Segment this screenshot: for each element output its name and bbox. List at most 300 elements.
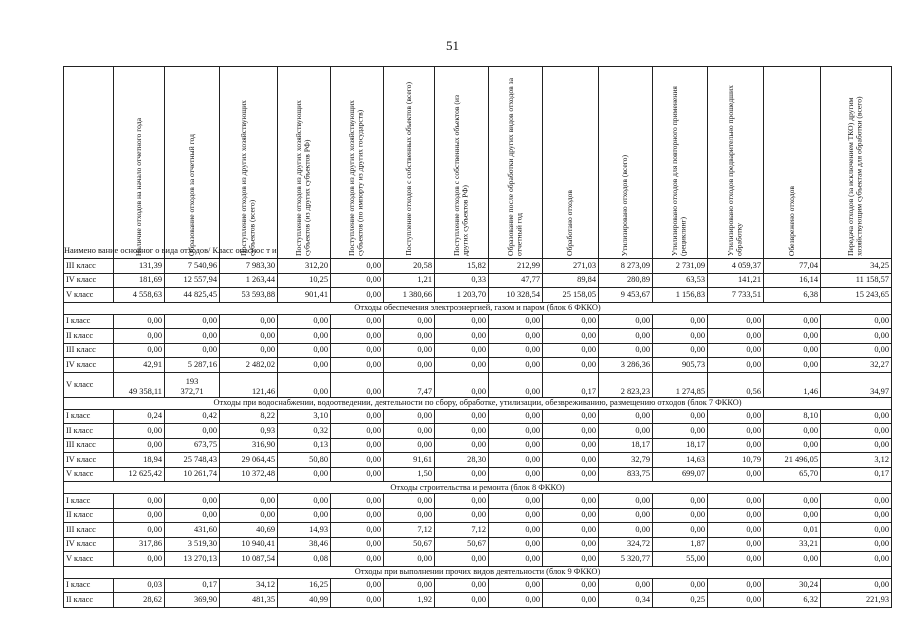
value-cell: 0,00 <box>435 593 489 608</box>
value-cell: 0,00 <box>331 273 384 288</box>
value-cell: 0,00 <box>821 508 892 523</box>
hazard-class-cell: II класс <box>64 424 114 439</box>
value-cell: 0,00 <box>165 494 220 509</box>
value-cell: 0,00 <box>384 494 435 509</box>
value-cell: 0,00 <box>821 523 892 538</box>
section-title: Отходы при водоснабжении, водоотведении, деятельности по сбору, обработке, утилизации, обезвреживанию, размещению отходов (блок 7 ФККО) <box>64 397 892 409</box>
value-cell: 0,17 <box>165 578 220 593</box>
value-cell: 0,00 <box>653 578 708 593</box>
section-row <box>64 566 892 578</box>
value-cell: 28,62 <box>114 593 165 608</box>
value-cell: 121,46 <box>220 372 278 397</box>
column-header <box>708 67 764 259</box>
hazard-class-cell: II класс <box>64 329 114 344</box>
value-cell: 12 557,94 <box>165 273 220 288</box>
value-cell: 0,00 <box>331 467 384 482</box>
value-cell: 0,03 <box>114 578 165 593</box>
value-cell: 15 243,65 <box>821 288 892 303</box>
value-cell: 0,00 <box>489 508 543 523</box>
value-cell: 0,00 <box>821 424 892 439</box>
column-header <box>764 67 821 259</box>
value-cell: 0,00 <box>543 537 599 552</box>
value-cell: 0,00 <box>331 288 384 303</box>
table-row <box>64 358 892 373</box>
section-row <box>64 397 892 409</box>
value-cell: 0,00 <box>331 593 384 608</box>
hazard-class-cell: V класс <box>64 552 114 567</box>
value-cell: 1,21 <box>384 273 435 288</box>
value-cell: 0,00 <box>384 578 435 593</box>
value-cell: 9 453,67 <box>599 288 653 303</box>
hazard-class-cell: V класс <box>64 467 114 482</box>
value-cell: 11 158,57 <box>821 273 892 288</box>
value-cell: 0,00 <box>489 343 543 358</box>
value-cell: 0,00 <box>384 438 435 453</box>
value-cell: 0,00 <box>435 552 489 567</box>
value-cell: 40,99 <box>278 593 331 608</box>
value-cell: 0,00 <box>708 508 764 523</box>
column-header-label: Поступление отходов с собственных объектов (всего) <box>403 82 413 256</box>
value-cell: 63,53 <box>653 273 708 288</box>
table-row <box>64 523 892 538</box>
column-header <box>435 67 489 259</box>
value-cell: 0,00 <box>599 578 653 593</box>
value-cell: 0,00 <box>165 314 220 329</box>
value-cell: 0,00 <box>278 343 331 358</box>
value-cell: 0,00 <box>653 424 708 439</box>
value-cell: 8 273,09 <box>599 259 653 274</box>
value-cell: 0,00 <box>543 329 599 344</box>
value-cell: 3 519,30 <box>165 537 220 552</box>
value-cell: 0,00 <box>543 552 599 567</box>
column-header <box>220 67 278 259</box>
value-cell: 0,00 <box>435 343 489 358</box>
value-cell: 0,93 <box>220 424 278 439</box>
value-cell: 0,00 <box>764 329 821 344</box>
value-cell: 0,00 <box>764 314 821 329</box>
value-cell: 0,00 <box>543 438 599 453</box>
value-cell: 0,00 <box>220 494 278 509</box>
value-cell: 0,00 <box>331 494 384 509</box>
value-cell: 49 358,11 <box>114 372 165 397</box>
value-cell: 1,50 <box>384 467 435 482</box>
value-cell: 1,46 <box>764 372 821 397</box>
hazard-class-cell: V класс <box>64 288 114 303</box>
value-cell: 0,00 <box>114 329 165 344</box>
value-cell: 0,00 <box>653 409 708 424</box>
value-cell: 0,32 <box>278 424 331 439</box>
value-cell: 10,25 <box>278 273 331 288</box>
value-cell: 901,41 <box>278 288 331 303</box>
value-cell: 8,10 <box>764 409 821 424</box>
table-row <box>64 409 892 424</box>
value-cell: 1 203,70 <box>435 288 489 303</box>
value-cell: 0,00 <box>708 358 764 373</box>
column-header <box>489 67 543 259</box>
hazard-class-cell: I класс <box>64 578 114 593</box>
value-cell: 0,17 <box>821 467 892 482</box>
value-cell: 0,00 <box>165 329 220 344</box>
value-part: 193 <box>185 376 199 386</box>
value-cell: 0,00 <box>653 343 708 358</box>
value-cell: 0,00 <box>543 523 599 538</box>
value-cell: 0,00 <box>435 438 489 453</box>
value-cell: 0,00 <box>384 358 435 373</box>
value-cell: 0,00 <box>599 494 653 509</box>
column-header <box>821 67 892 259</box>
value-cell: 0,00 <box>331 314 384 329</box>
value-cell: 131,39 <box>114 259 165 274</box>
value-cell: 10 372,48 <box>220 467 278 482</box>
value-cell: 25 158,05 <box>543 288 599 303</box>
value-cell: 0,00 <box>708 523 764 538</box>
value-cell: 13 270,13 <box>165 552 220 567</box>
table-body <box>64 259 892 608</box>
value-cell: 5 320,77 <box>599 552 653 567</box>
table-row <box>64 593 892 608</box>
value-cell: 0,00 <box>384 409 435 424</box>
value-cell: 40,69 <box>220 523 278 538</box>
column-header-label: Утилизировано отходов (всего) <box>620 154 630 256</box>
value-cell: 6,38 <box>764 288 821 303</box>
waste-table <box>63 66 892 608</box>
value-cell: 0,00 <box>764 494 821 509</box>
value-cell: 0,00 <box>331 523 384 538</box>
hazard-class-cell: I класс <box>64 409 114 424</box>
value-cell: 0,00 <box>278 467 331 482</box>
value-cell: 44 825,45 <box>165 288 220 303</box>
table-row <box>64 494 892 509</box>
column-header-label: Образование отходов за отчетный год <box>186 133 196 256</box>
value-cell: 34,12 <box>220 578 278 593</box>
value-part: 372,71 <box>180 386 204 396</box>
value-cell: 0,00 <box>543 453 599 468</box>
hazard-class-cell: I класс <box>64 314 114 329</box>
value-cell: 0,00 <box>489 552 543 567</box>
value-cell: 369,90 <box>165 593 220 608</box>
value-cell: 431,60 <box>165 523 220 538</box>
section-row <box>64 482 892 494</box>
value-cell: 3,12 <box>821 453 892 468</box>
value-cell: 0,00 <box>543 314 599 329</box>
value-cell: 16,25 <box>278 578 331 593</box>
value-cell: 0,00 <box>331 438 384 453</box>
value-cell: 0,17 <box>543 372 599 397</box>
value-cell: 0,00 <box>384 343 435 358</box>
value-cell: 0,00 <box>543 358 599 373</box>
value-cell: 3 286,36 <box>599 358 653 373</box>
value-cell: 77,04 <box>764 259 821 274</box>
value-cell: 55,00 <box>653 552 708 567</box>
column-header-label: Поступление отходов из других хозяйствующих субъектов (по импорту из других государств) <box>347 100 365 256</box>
value-cell: 271,03 <box>543 259 599 274</box>
value-cell: 34,25 <box>821 259 892 274</box>
value-cell: 0,56 <box>708 372 764 397</box>
value-cell: 4 059,37 <box>708 259 764 274</box>
value-cell: 0,00 <box>543 578 599 593</box>
value-cell: 25 748,43 <box>165 453 220 468</box>
value-cell: 0,00 <box>489 372 543 397</box>
value-cell: 4 558,63 <box>114 288 165 303</box>
value-cell: 0,00 <box>708 438 764 453</box>
value-cell: 12 625,42 <box>114 467 165 482</box>
value-cell: 0,00 <box>764 508 821 523</box>
value-cell: 0,42 <box>165 409 220 424</box>
value-cell: 89,84 <box>543 273 599 288</box>
hazard-class-cell: I класс <box>64 494 114 509</box>
hazard-class-cell: III класс <box>64 259 114 274</box>
value-cell: 14,63 <box>653 453 708 468</box>
value-cell: 0,00 <box>278 329 331 344</box>
section-title: Отходы при выполнении прочих видов деятельности (блок 9 ФККО) <box>64 566 892 578</box>
value-cell: 0,00 <box>220 343 278 358</box>
section-title: Отходы обеспечения электроэнергией, газом и паром (блок 6 ФККО) <box>64 302 892 314</box>
value-cell: 0,00 <box>489 523 543 538</box>
table-row <box>64 329 892 344</box>
column-header <box>114 67 165 259</box>
value-cell: 0,00 <box>708 593 764 608</box>
value-cell: 0,00 <box>384 314 435 329</box>
value-cell: 0,00 <box>653 329 708 344</box>
value-cell: 32,79 <box>599 453 653 468</box>
value-cell: 5 287,16 <box>165 358 220 373</box>
value-cell: 1 156,83 <box>653 288 708 303</box>
hazard-class-cell: IV класс <box>64 273 114 288</box>
value-cell: 0,08 <box>278 552 331 567</box>
value-cell: 29 064,45 <box>220 453 278 468</box>
value-cell: 0,00 <box>435 424 489 439</box>
value-cell: 28,30 <box>435 453 489 468</box>
value-cell: 7,12 <box>435 523 489 538</box>
value-cell: 10,79 <box>708 453 764 468</box>
value-cell: 0,00 <box>599 523 653 538</box>
value-cell: 0,00 <box>543 409 599 424</box>
value-cell: 7 733,51 <box>708 288 764 303</box>
value-cell: 0,00 <box>489 494 543 509</box>
value-cell: 316,90 <box>220 438 278 453</box>
value-cell: 2 823,23 <box>599 372 653 397</box>
value-cell: 0,00 <box>331 358 384 373</box>
value-cell: 0,00 <box>543 593 599 608</box>
value-cell: 0,00 <box>543 494 599 509</box>
value-cell: 0,00 <box>331 424 384 439</box>
table-row <box>64 424 892 439</box>
value-cell: 833,75 <box>599 467 653 482</box>
value-cell: 0,00 <box>599 508 653 523</box>
value-cell: 10 261,74 <box>165 467 220 482</box>
value-cell: 1,92 <box>384 593 435 608</box>
value-cell: 0,00 <box>435 329 489 344</box>
value-cell: 0,00 <box>708 314 764 329</box>
table-row <box>64 537 892 552</box>
value-cell: 0,00 <box>708 424 764 439</box>
value-cell: 65,70 <box>764 467 821 482</box>
value-cell: 0,00 <box>489 329 543 344</box>
column-header-label: Поступление отходов из других хозяйствующих субъектов (всего) <box>238 100 257 256</box>
value-cell: 10 087,54 <box>220 552 278 567</box>
value-cell: 0,00 <box>489 467 543 482</box>
value-cell: 53 593,88 <box>220 288 278 303</box>
value-cell: 212,99 <box>489 259 543 274</box>
value-cell: 0,00 <box>764 438 821 453</box>
value-cell: 0,00 <box>489 409 543 424</box>
value-cell: 50,67 <box>384 537 435 552</box>
table-row <box>64 467 892 482</box>
value-cell: 0,00 <box>708 329 764 344</box>
table-row <box>64 273 892 288</box>
value-cell: 0,24 <box>114 409 165 424</box>
hazard-class-cell: IV класс <box>64 358 114 373</box>
value-cell: 3,10 <box>278 409 331 424</box>
value-cell: 7,47 <box>384 372 435 397</box>
value-cell: 0,00 <box>489 578 543 593</box>
hazard-class-cell: II класс <box>64 593 114 608</box>
value-cell: 0,34 <box>599 593 653 608</box>
value-cell: 0,00 <box>114 552 165 567</box>
value-cell: 32,27 <box>821 358 892 373</box>
value-cell: 0,00 <box>599 409 653 424</box>
column-header-label: Образование после обработки других видов отходов за отчетный год <box>505 78 524 256</box>
value-cell: 0,00 <box>165 508 220 523</box>
value-cell: 0,00 <box>220 314 278 329</box>
value-cell: 481,35 <box>220 593 278 608</box>
value-cell: 10 328,54 <box>489 288 543 303</box>
value-cell <box>165 372 220 397</box>
value-cell: 0,00 <box>384 424 435 439</box>
value-cell: 0,00 <box>543 424 599 439</box>
value-cell: 0,00 <box>278 358 331 373</box>
value-cell: 0,00 <box>114 343 165 358</box>
value-cell: 0,00 <box>764 552 821 567</box>
value-cell: 1 274,85 <box>653 372 708 397</box>
value-cell: 0,00 <box>821 494 892 509</box>
table-row <box>64 343 892 358</box>
value-cell: 0,00 <box>331 259 384 274</box>
value-cell: 10 940,41 <box>220 537 278 552</box>
table-row <box>64 508 892 523</box>
value-cell: 0,00 <box>435 494 489 509</box>
value-cell: 0,00 <box>278 494 331 509</box>
table-row <box>64 259 892 274</box>
value-cell: 221,93 <box>821 593 892 608</box>
value-cell: 0,00 <box>114 494 165 509</box>
value-cell: 312,20 <box>278 259 331 274</box>
value-cell: 0,00 <box>708 494 764 509</box>
value-cell: 2 482,02 <box>220 358 278 373</box>
value-cell: 0,00 <box>220 508 278 523</box>
hazard-class-cell: III класс <box>64 523 114 538</box>
column-header-label: Утилизировано отходов предварительно прошедших обработку <box>725 85 744 256</box>
value-cell: 0,00 <box>708 578 764 593</box>
value-cell: 0,00 <box>114 523 165 538</box>
column-header-label: Обезврежено отходов <box>786 185 796 256</box>
first-column-header: Наимено вание основног о вида отходов/ Класс опаснос т и <box>64 67 114 259</box>
value-cell: 18,94 <box>114 453 165 468</box>
value-cell: 0,00 <box>384 508 435 523</box>
value-cell: 0,00 <box>331 409 384 424</box>
value-cell: 7 540,96 <box>165 259 220 274</box>
value-cell: 0,00 <box>764 424 821 439</box>
value-cell: 0,00 <box>821 438 892 453</box>
value-cell: 0,00 <box>165 424 220 439</box>
value-cell: 0,00 <box>384 552 435 567</box>
value-cell: 0,00 <box>331 537 384 552</box>
value-cell: 0,00 <box>653 494 708 509</box>
value-cell: 0,00 <box>278 372 331 397</box>
value-cell: 0,00 <box>821 409 892 424</box>
table-row <box>64 372 892 397</box>
value-cell: 30,24 <box>764 578 821 593</box>
value-cell: 0,01 <box>764 523 821 538</box>
value-cell: 673,75 <box>165 438 220 453</box>
value-cell: 0,00 <box>764 358 821 373</box>
value-cell: 0,00 <box>489 358 543 373</box>
value-cell: 14,93 <box>278 523 331 538</box>
value-cell: 0,00 <box>435 409 489 424</box>
value-cell: 0,00 <box>821 537 892 552</box>
column-header <box>331 67 384 259</box>
hazard-class-cell: V класс <box>64 372 114 397</box>
column-header-label: Обработано отходов <box>565 190 575 256</box>
value-cell: 0,00 <box>599 343 653 358</box>
value-cell: 6,32 <box>764 593 821 608</box>
table-row <box>64 438 892 453</box>
value-cell: 0,00 <box>653 523 708 538</box>
value-cell: 0,00 <box>220 329 278 344</box>
table-row <box>64 288 892 303</box>
value-cell: 1,87 <box>653 537 708 552</box>
value-cell: 0,00 <box>114 424 165 439</box>
value-cell: 0,00 <box>331 578 384 593</box>
value-cell: 2 731,09 <box>653 259 708 274</box>
value-cell: 0,00 <box>489 424 543 439</box>
value-cell: 0,00 <box>653 508 708 523</box>
table-row <box>64 453 892 468</box>
value-cell: 0,00 <box>114 508 165 523</box>
value-cell: 0,00 <box>435 508 489 523</box>
value-cell: 91,61 <box>384 453 435 468</box>
column-header <box>278 67 331 259</box>
value-cell: 0,00 <box>708 552 764 567</box>
value-cell: 0,00 <box>489 314 543 329</box>
value-cell: 0,00 <box>435 358 489 373</box>
value-cell: 18,17 <box>653 438 708 453</box>
column-header-label: Утилизировано отходов для повторного применения (рециклинг) <box>670 86 688 256</box>
value-cell: 324,72 <box>599 537 653 552</box>
value-cell: 0,00 <box>331 372 384 397</box>
hazard-class-cell: IV класс <box>64 537 114 552</box>
value-cell: 20,58 <box>384 259 435 274</box>
page-number: 51 <box>446 38 459 53</box>
value-cell: 0,00 <box>708 537 764 552</box>
value-cell: 1 380,66 <box>384 288 435 303</box>
value-cell: 15,82 <box>435 259 489 274</box>
value-cell: 0,00 <box>599 329 653 344</box>
value-cell: 0,00 <box>653 314 708 329</box>
column-header-label: Поступление отходов из других хозяйствующих субъектов (из других субъектов РФ) <box>294 100 312 256</box>
value-cell: 0,00 <box>543 508 599 523</box>
column-header-label: Наличие отходов на начало отчетного года <box>133 117 143 256</box>
hazard-class-cell: II класс <box>64 508 114 523</box>
table-row <box>64 552 892 567</box>
table-row <box>64 314 892 329</box>
hazard-class-cell: III класс <box>64 438 114 453</box>
value-cell: 42,91 <box>114 358 165 373</box>
value-cell: 0,00 <box>821 552 892 567</box>
value-cell: 50,80 <box>278 453 331 468</box>
value-cell: 0,00 <box>489 453 543 468</box>
value-cell: 0,00 <box>331 552 384 567</box>
